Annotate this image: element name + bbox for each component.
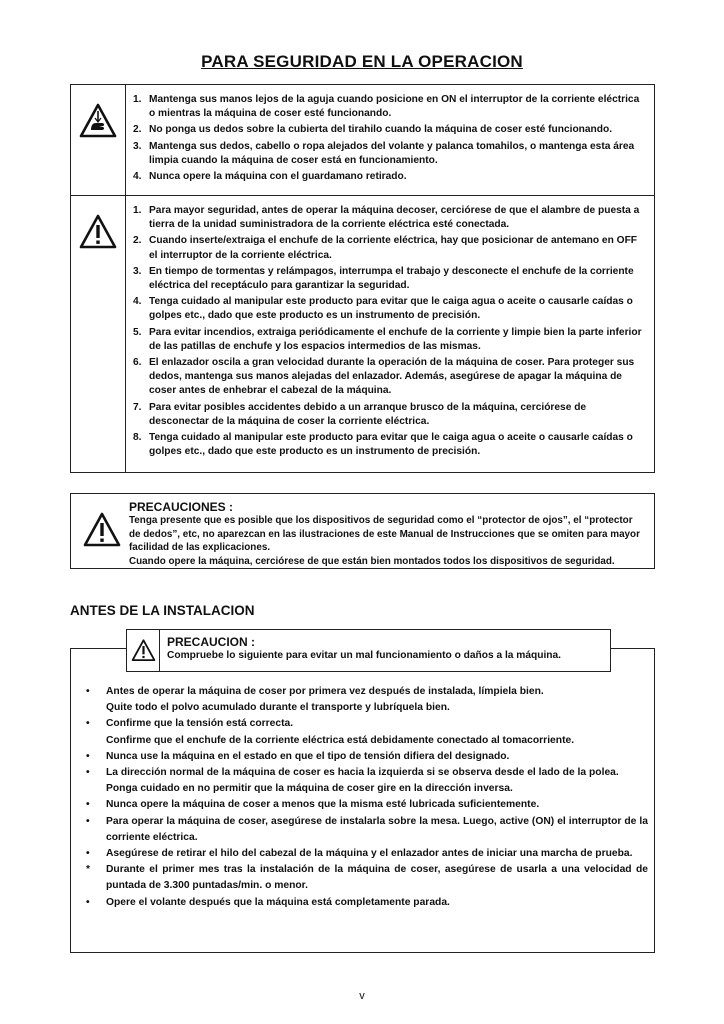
warning-list bbox=[133, 93, 648, 186]
warning-item bbox=[133, 123, 648, 137]
general-safety-box bbox=[70, 195, 655, 473]
precauciones-text-2: Cuando opere la máquina, cerciórese de que están bien montados todos los dispositivos de seguridad. bbox=[129, 555, 615, 567]
item-text: Mantenga sus manos lejos de la aguja cuando posicione en ON el interruptor de la corriente eléctrica o mientras la máquina de coser esté funcionando. bbox=[149, 94, 640, 120]
bullet: • bbox=[86, 815, 90, 827]
item-text: El enlazador oscila a gran velocidad durante la operación de la máquina de coser. Para proteger sus dedos, mantenga sus manos alejadas del enlazador. Además, asegúrese de apagar la máquina de coser antes de enhebrar el cabezal de la máquina. bbox=[149, 357, 635, 397]
bullet: • bbox=[86, 718, 90, 730]
checklist-line: Nunca use la máquina en el estado en que el tipo de tensión difiera del designado. bbox=[106, 750, 510, 762]
checklist-line: La dirección normal de la máquina de coser es hacia la izquierda si se observa desde el lado de la polea. bbox=[106, 767, 619, 779]
checklist-item bbox=[86, 895, 648, 911]
bullet: • bbox=[86, 848, 90, 860]
checklist-item bbox=[86, 749, 648, 765]
warning-item bbox=[133, 265, 648, 293]
checklist-line: Para operar la máquina de coser, asegúrese de instalarla sobre la mesa. Luego, active (ON) el interruptor de la corriente eléctrica. bbox=[106, 815, 648, 843]
warning-item bbox=[133, 170, 648, 184]
checklist-line: Confirme que el enchufe de la corriente eléctrica está debidamente conectado al tomacorriente. bbox=[106, 734, 575, 746]
item-text: Para evitar incendios, extraiga periódicamente el enchufe de la corriente y limpie bien la parte inferior de las patillas de enchufe y los espacios intermedios de las mismas. bbox=[149, 326, 642, 352]
item-text: No ponga us dedos sobre la cubierta del tirahilo cuando la máquina de coser esté funcionando. bbox=[149, 124, 613, 136]
checklist-item bbox=[86, 716, 648, 748]
page-title: PARA SEGURIDAD EN LA OPERACION bbox=[201, 52, 523, 71]
warning-item bbox=[133, 140, 648, 168]
item-text: Cuando inserte/extraiga el enchufe de la corriente eléctrica, hay que posicionar de antemano en OFF el interruptor de la corriente eléctrica. bbox=[149, 235, 638, 261]
checklist-line: Opere el volante después que la máquina está completamente parada. bbox=[106, 896, 450, 908]
item-number: 2. bbox=[133, 235, 142, 247]
precaucion-heading: PRECAUCION : bbox=[167, 635, 256, 649]
checklist-item bbox=[86, 846, 648, 862]
checklist-line: Nunca opere la máquina de coser a menos que la misma esté lubricada suficientemente. bbox=[106, 799, 540, 811]
warning-triangle-icon bbox=[79, 214, 117, 250]
item-number: 8. bbox=[133, 432, 142, 444]
checklist-line: Antes de operar la máquina de coser por primera vez después de instalada, límpiela bien. bbox=[106, 686, 544, 697]
checklist-line: Asegúrese de retirar el hilo del cabezal de la máquina y el enlazador antes de iniciar una marcha de prueba. bbox=[106, 848, 633, 860]
item-number: 3. bbox=[133, 140, 142, 152]
bullet: • bbox=[86, 750, 90, 762]
section-title: ANTES DE LA INSTALACION bbox=[70, 603, 255, 618]
item-number: 1. bbox=[133, 94, 142, 105]
bullet: * bbox=[86, 864, 91, 876]
checklist-item bbox=[86, 814, 648, 846]
warning-item bbox=[133, 401, 648, 429]
item-number: 5. bbox=[133, 326, 142, 338]
checklist-line: Quite todo el polvo acumulado durante el transporte y lubríquela bien. bbox=[106, 702, 450, 714]
icon-column bbox=[127, 630, 160, 671]
item-number: 3. bbox=[133, 265, 142, 277]
item-number: 4. bbox=[133, 296, 142, 308]
warning-list bbox=[133, 204, 648, 461]
checklist-line: Ponga cuidado en no permitir que la máquina de coser gire en la dirección inversa. bbox=[106, 783, 513, 795]
item-number: 1. bbox=[133, 205, 142, 216]
warning-item bbox=[133, 234, 648, 262]
checklist-item bbox=[86, 765, 648, 797]
precauciones-text: Tenga presente que es posible que los dispositivos de seguridad como el “protector de ojos”, el “protector de dedos”, etc, no aparezcan en las ilustraciones de este Manual de Instrucciones que se omiten para mayor facilidad de las explicaciones. bbox=[129, 515, 640, 553]
page-number: v bbox=[359, 990, 365, 1002]
warning-item bbox=[133, 295, 648, 323]
item-text: Nunca opere la máquina con el guardamano retirado. bbox=[149, 171, 407, 183]
checklist-line: Confirme que la tensión está correcta. bbox=[106, 718, 294, 730]
warning-item bbox=[133, 204, 648, 232]
precaucion-text: Compruebe lo siguiente para evitar un mal funcionamiento o daños a la máquina. bbox=[167, 650, 561, 661]
item-number: 6. bbox=[133, 357, 142, 369]
item-text: Tenga cuidado al manipular este producto para evitar que le caiga agua o aceite o causarle caídas o golpes etc., dado que este producto es un instrumento de precisión. bbox=[149, 432, 633, 458]
bullet: • bbox=[86, 896, 90, 908]
precauciones-heading: PRECAUCIONES : bbox=[129, 500, 234, 514]
hand-safety-box bbox=[70, 84, 655, 196]
checklist-item bbox=[86, 797, 648, 813]
checklist-item bbox=[86, 862, 648, 894]
item-text: Para evitar posibles accidentes debido a un arranque brusco de la máquina, cerciórese de desconectar de la máquina de coser la corriente eléctrica. bbox=[149, 401, 587, 427]
hand-hazard-icon bbox=[79, 103, 117, 139]
checklist-line: Durante el primer mes tras la instalación de la máquina de coser, asegúrese de usarla a una velocidad de puntada de 3.300 puntadas/min. o menor. bbox=[106, 864, 648, 892]
item-number: 7. bbox=[133, 401, 142, 413]
item-text: Tenga cuidado al manipular este producto para evitar que le caiga agua o aceite o causarle caídas o golpes etc., dado que este producto es un instrumento de precisión. bbox=[149, 296, 633, 322]
item-text: Mantenga sus dedos, cabello o ropa alejados del volante y palanca tomahilos, o mantenga esta área limpia cuando la máquina de coser está en funcionamiento. bbox=[149, 140, 635, 166]
checklist-item bbox=[86, 684, 648, 716]
precauciones-box bbox=[70, 493, 655, 569]
warning-item bbox=[133, 431, 648, 459]
warning-item bbox=[133, 356, 648, 399]
bullet: • bbox=[86, 767, 90, 779]
bullet: • bbox=[86, 799, 90, 811]
item-number: 2. bbox=[133, 124, 142, 136]
item-text: Para mayor seguridad, antes de operar la máquina decoser, cerciórese de que el alambre de puesta a tierra de la unidad suministradora de la corriente eléctrica esté conectada. bbox=[149, 205, 640, 231]
warning-triangle-icon bbox=[83, 512, 121, 548]
installation-checklist bbox=[86, 684, 648, 911]
warning-triangle-icon bbox=[131, 639, 156, 662]
icon-column bbox=[71, 196, 126, 472]
precaucion-box bbox=[126, 629, 611, 672]
icon-column bbox=[71, 85, 126, 195]
warning-item bbox=[133, 326, 648, 354]
warning-item bbox=[133, 93, 648, 121]
bullet: • bbox=[86, 686, 90, 697]
item-number: 4. bbox=[133, 171, 142, 183]
item-text: En tiempo de tormentas y relámpagos, interrumpa el trabajo y desconecte el enchufe de la corriente eléctrica del receptáculo para garantizar la seguridad. bbox=[149, 265, 634, 292]
